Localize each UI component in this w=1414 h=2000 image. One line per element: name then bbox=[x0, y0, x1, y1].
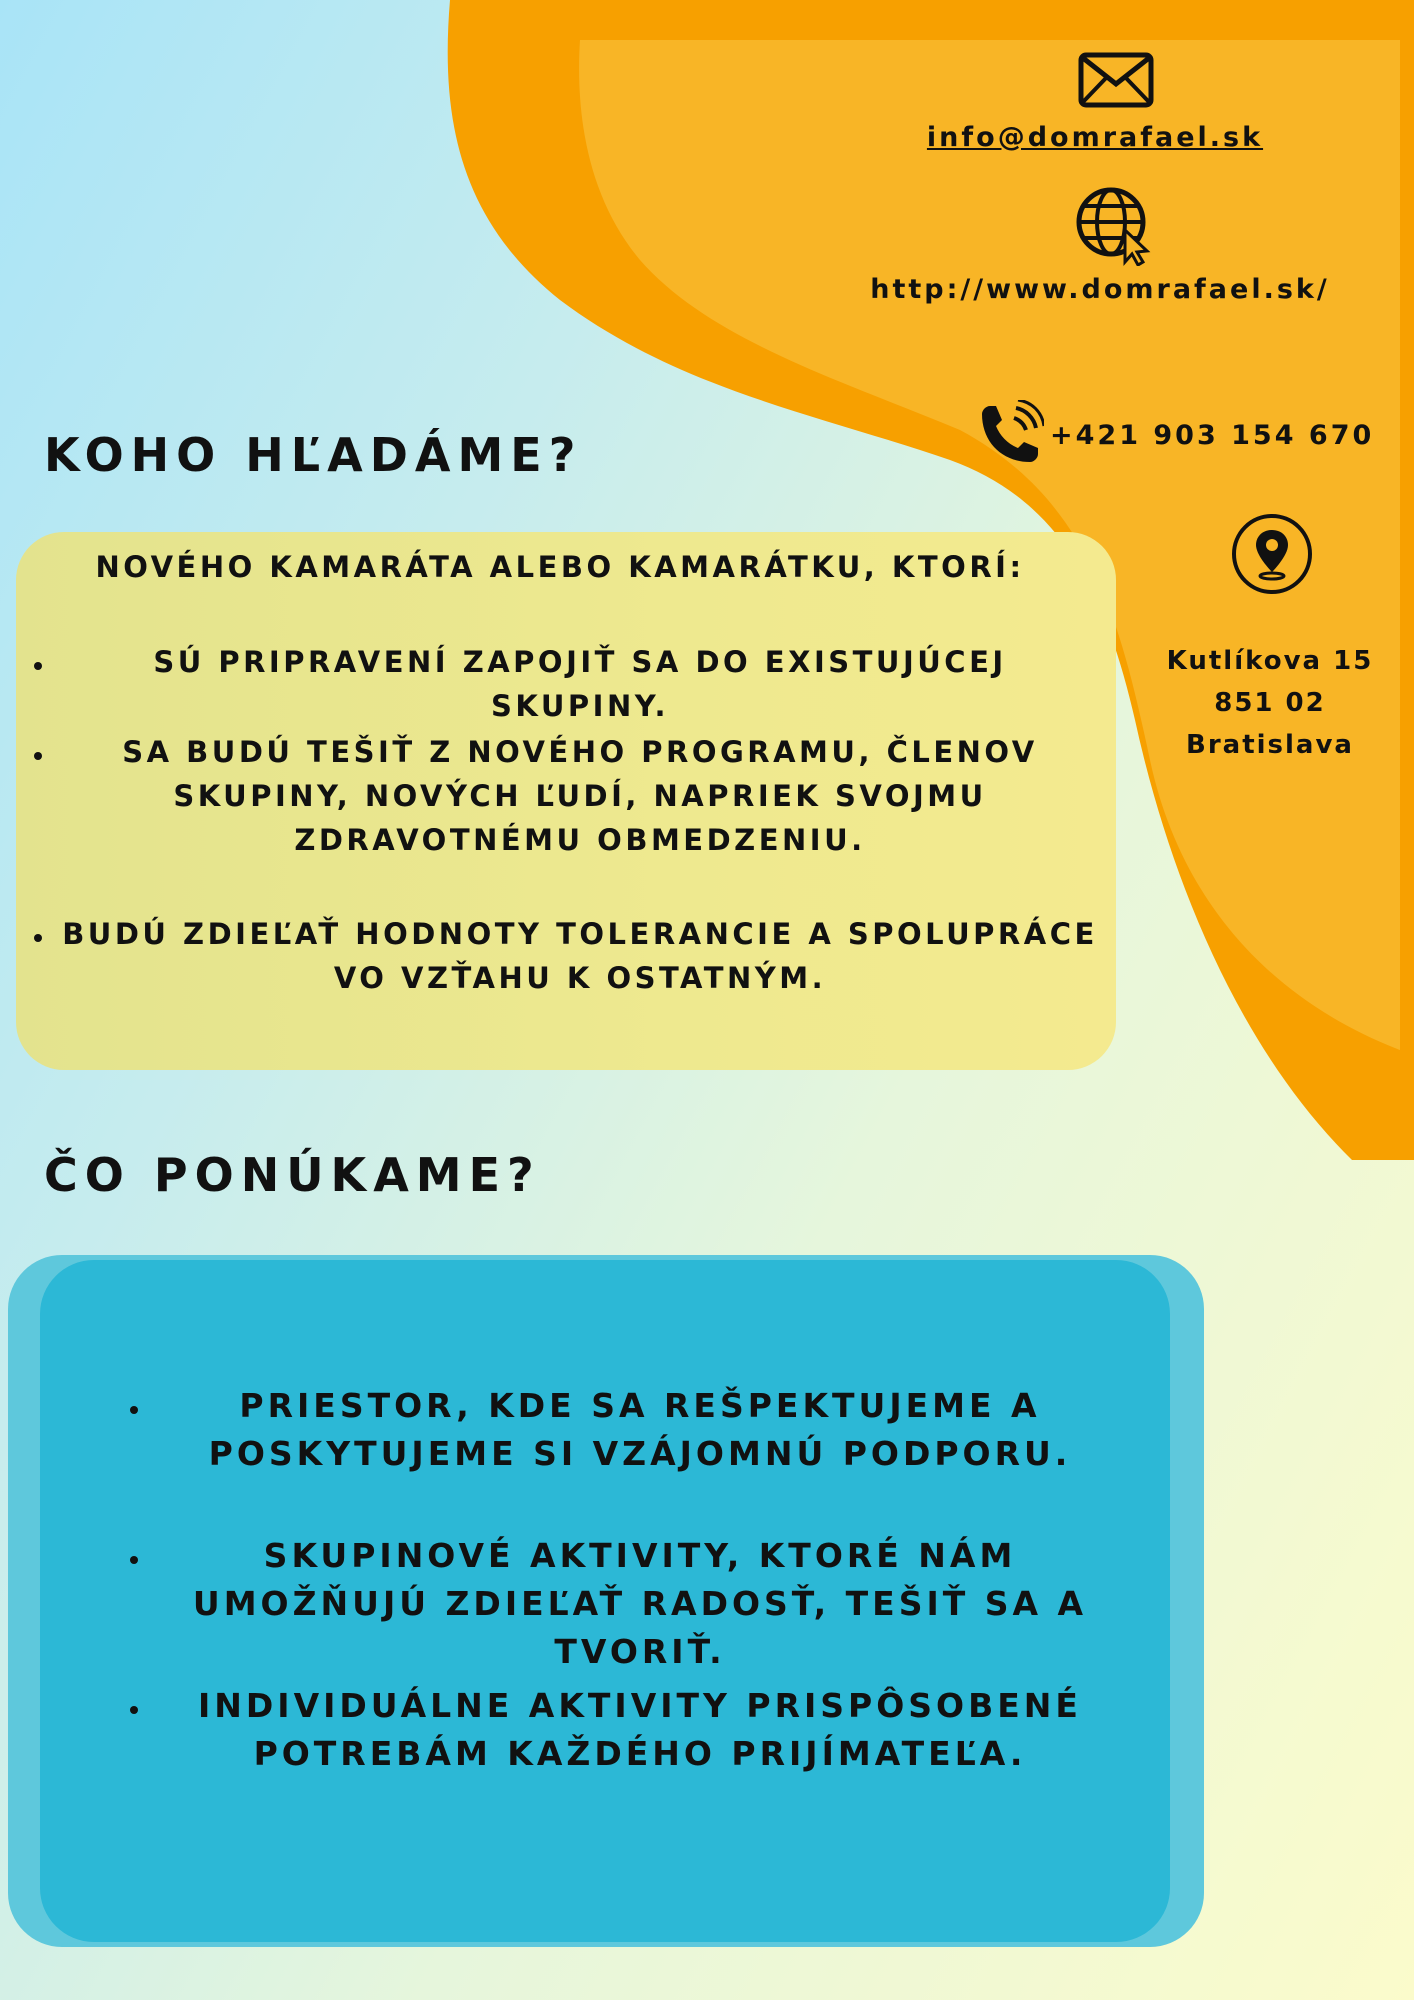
envelope-icon bbox=[1078, 52, 1154, 108]
offer-bullet-1: PRIESTOR, KDE SA REŠPEKTUJEME A POSKYTUJEME SI VZÁJOMNÚ PODPORU. bbox=[208, 1386, 1072, 1473]
bullet-dot bbox=[130, 1556, 138, 1564]
offer-bullet-2: SKUPINOVÉ AKTIVITY, KTORÉ NÁM UMOŽŇUJÚ ZDIEĽAŤ RADOSŤ, TEŠIŤ SA A TVORIŤ. bbox=[192, 1536, 1088, 1671]
offer-bullet-3: INDIVIDUÁLNE AKTIVITY PRISPÔSOBENÉ POTREBÁM KAŽDÉHO PRIJÍMATEĽA. bbox=[198, 1686, 1082, 1773]
bullet-dot bbox=[130, 1406, 138, 1414]
bullet-dot bbox=[34, 752, 42, 760]
email-link[interactable] bbox=[905, 122, 1285, 153]
who-we-seek-intro: NOVÉHO KAMARÁTA ALEBO KAMARÁTKU, KTORÍ: bbox=[95, 550, 1025, 584]
phone-number[interactable] bbox=[1050, 420, 1380, 451]
website-link[interactable] bbox=[820, 274, 1380, 305]
who-we-seek-bullet-1: SÚ PRIPRAVENÍ ZAPOJIŤ SA DO EXISTUJÚCEJ SKUPINY. bbox=[153, 645, 1007, 723]
section-heading-koho: KOHO HĽADÁME? bbox=[44, 428, 583, 482]
bullet-dot bbox=[130, 1706, 138, 1714]
who-we-seek-bullet-2: SA BUDÚ TEŠIŤ Z NOVÉHO PROGRAMU, ČLENOV SKUPINY, NOVÝCH ĽUDÍ, NAPRIEK SVOJMU ZDRAVOTNÉMU OBMEDZENIU. bbox=[122, 735, 1038, 857]
location-pin-icon bbox=[1230, 512, 1314, 596]
address-city: Bratislava bbox=[1186, 730, 1354, 760]
globe-cursor-icon bbox=[1075, 186, 1155, 266]
email-text[interactable]: info@domrafael.sk bbox=[926, 122, 1264, 153]
address-street: Kutlíkova 15 bbox=[1166, 646, 1374, 676]
phone-ringing-icon bbox=[972, 400, 1044, 472]
section-heading-ponukame: ČO PONÚKAME? bbox=[44, 1148, 541, 1202]
website-text[interactable]: http://www.domrafael.sk/ bbox=[870, 274, 1330, 305]
phone-text[interactable]: +421 903 154 670 bbox=[1050, 420, 1375, 451]
who-we-seek-bullet-3: BUDÚ ZDIEĽAŤ HODNOTY TOLERANCIE A SPOLUPRÁCE VO VZŤAHU K OSTATNÝM. bbox=[62, 917, 1098, 995]
bullet-dot bbox=[34, 662, 42, 670]
bullet-dot bbox=[34, 934, 42, 942]
address-block bbox=[1140, 640, 1400, 766]
address-zip: 851 02 bbox=[1214, 688, 1326, 718]
